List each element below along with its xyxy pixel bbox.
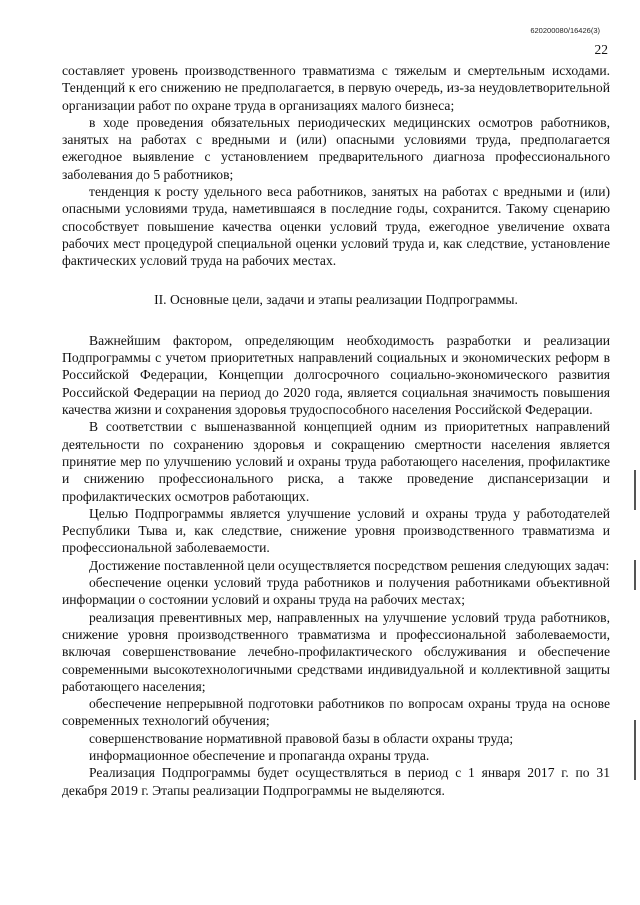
- document-body: [62, 62, 610, 799]
- page-number: 22: [594, 42, 608, 57]
- scan-edge-mark: [634, 470, 636, 510]
- scan-edge-mark: [634, 560, 636, 590]
- list-item: информационное обеспечение и пропаганда охраны труда.: [89, 747, 430, 763]
- paragraph: Важнейшим фактором, определяющим необходимость разработки и реализации Подпрограммы с учетом приоритетных направлений социальных и экономических реформ в Российской Федерации, Концепции долгосрочного социально-экономического развития Российской Федерации на период до 2020 года, является социальная значимость повышения качества жизни и сохранения здоровья трудоспособного населения Российской Федерации.: [62, 332, 610, 418]
- document-code: 620200080/16426(3): [530, 26, 600, 35]
- paragraph: в ходе проведения обязательных периодических медицинских осмотров работников, занятых на работах с вредными и (или) опасными условиями труда, предполагается ежегодное выявление с установлением предварительного диагноза профессионального заболевания до 5 работников;: [62, 114, 610, 182]
- paragraph: В соответствии с вышеназванной концепцией одним из приоритетных направлений деятельности по сохранению здоровья и сокращению смертности населения является принятие мер по улучшению условий и охраны труда работающего населения, профилактике и снижению профессионального риска, а также проведение диспансеризации и профилактических осмотров работающих.: [62, 419, 610, 504]
- list-item: совершенствование нормативной правовой базы в области охраны труда;: [89, 730, 514, 746]
- list-item: реализация превентивных мер, направленных на улучшение условий труда работников, снижение уровня производственного травматизма и профессиональной заболеваемости, включая совершенствование лечебно-профилактического обслуживания и обеспечение современными высокотехнологичными средствами индивидуальной и коллективной защиты работающего населения;: [62, 609, 610, 694]
- paragraph: тенденция к росту удельного веса работников, занятых на работах с вредными и (или) опасными условиями труда, наметившаяся в последние годы, сохранится. Такому сценарию способствует повышение качества оценки условий труда, ежегодное увеличение охвата рабочих мест процедурой специальной оценки условий труда и, как следствие, установление фактических условий труда на рабочих местах.: [62, 184, 610, 269]
- list-item: обеспечение оценки условий труда работников и получения работниками объективной информации о состоянии условий и охраны труда на рабочих местах;: [62, 575, 610, 608]
- list-item: обеспечение непрерывной подготовки работников по вопросам охраны труда на основе современных технологий обучения;: [62, 696, 610, 729]
- paragraph: Реализация Подпрограммы будет осуществляться в период с 1 января 2017 г. по 31 декабря 2019 г. Этапы реализации Подпрограммы не выделяются.: [62, 765, 610, 798]
- paragraph: Достижение поставленной цели осуществляется посредством решения следующих задач:: [89, 557, 610, 573]
- scan-edge-mark: [634, 720, 636, 780]
- section-heading: II. Основные цели, задачи и этапы реализации Подпрограммы.: [154, 291, 518, 307]
- paragraph: составляет уровень производственного травматизма с тяжелым и смертельным исходами. Тенденций к его снижению не предполагается, в первую очередь, из-за неудовлетворительной организации работ по охране труда в организациях малого бизнеса;: [62, 63, 610, 113]
- paragraph: Целью Подпрограммы является улучшение условий и охраны труда у работодателей Республики Тыва и, как следствие, снижение уровня производственного травматизма и профессиональной заболеваемости.: [62, 505, 610, 556]
